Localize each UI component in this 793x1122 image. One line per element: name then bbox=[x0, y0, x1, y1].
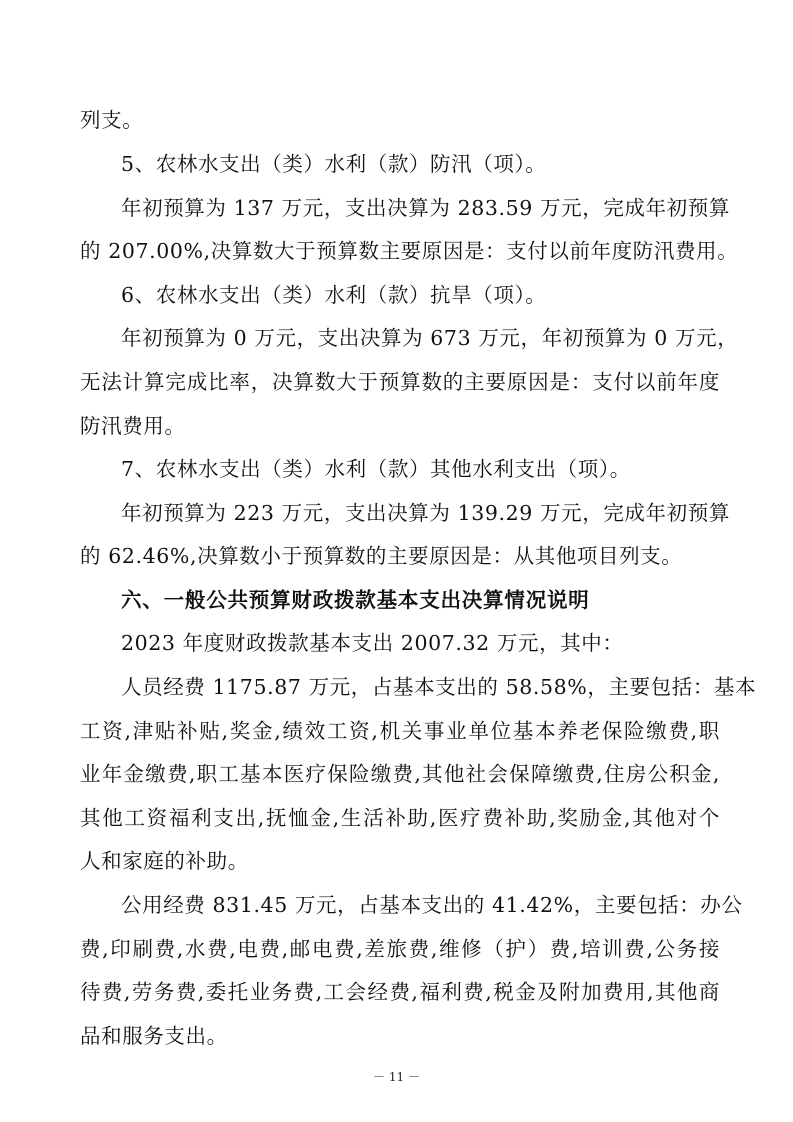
text-line: 年初预算为 137 万元，支出决算为 283.59 万元，完成年初预算 bbox=[121, 196, 730, 220]
text-line: 品和服务支出。 bbox=[80, 1024, 228, 1048]
text-line: 列支。 bbox=[80, 108, 144, 132]
text-line: 无法计算完成比率，决算数大于预算数的主要原因是：支付以前年度 bbox=[80, 370, 720, 394]
text-line: 其他工资福利支出,抚恤金,生活补助,医疗费补助,奖励金,其他对个 bbox=[80, 806, 720, 830]
text-line: 工资,津贴补贴,奖金,绩效工资,机关事业单位基本养老保险缴费,职 bbox=[80, 719, 720, 743]
section-heading: 六、一般公共预算财政拨款基本支出决算情况说明 bbox=[121, 588, 590, 612]
page-number: － 11 － bbox=[373, 1070, 420, 1084]
subsection-title: 7、农林水支出（类）水利（款）其他水利支出（项）。 bbox=[121, 457, 631, 481]
subsection-title: 5、农林水支出（类）水利（款）防汛（项）。 bbox=[121, 152, 547, 176]
text-line: 的 62.46%,决算数小于预算数的主要原因是：从其他项目列支。 bbox=[80, 544, 683, 568]
text-line: 防汛费用。 bbox=[80, 414, 186, 438]
text-line: 的 207.00%,决算数大于预算数主要原因是：支付以前年度防汛费用。 bbox=[80, 239, 739, 263]
subsection-title: 6、农林水支出（类）水利（款）抗旱（项）。 bbox=[121, 283, 547, 307]
text-line: 年初预算为 223 万元，支出决算为 139.29 万元，完成年初预算 bbox=[121, 501, 730, 525]
text-line: 费,印刷费,水费,电费,邮电费,差旅费,维修（护）费,培训费,公务接 bbox=[80, 937, 720, 961]
text-line: 待费,劳务费,委托业务费,工会经费,福利费,税金及附加费用,其他商 bbox=[80, 980, 720, 1004]
text-line: 业年金缴费,职工基本医疗保险缴费,其他社会保障缴费,住房公积金, bbox=[80, 762, 720, 786]
text-line: 人和家庭的补助。 bbox=[80, 849, 249, 873]
text-line: 年初预算为 0 万元，支出决算为 673 万元，年初预算为 0 万元， bbox=[121, 326, 739, 350]
text-line: 公用经费 831.45 万元，占基本支出的 41.42%，主要包括：办公 bbox=[121, 893, 743, 917]
text-line: 2023 年度财政拨款基本支出 2007.32 万元，其中： bbox=[121, 631, 624, 655]
text-line: 人员经费 1175.87 万元，占基本支出的 58.58%，主要包括：基本 bbox=[121, 675, 757, 699]
